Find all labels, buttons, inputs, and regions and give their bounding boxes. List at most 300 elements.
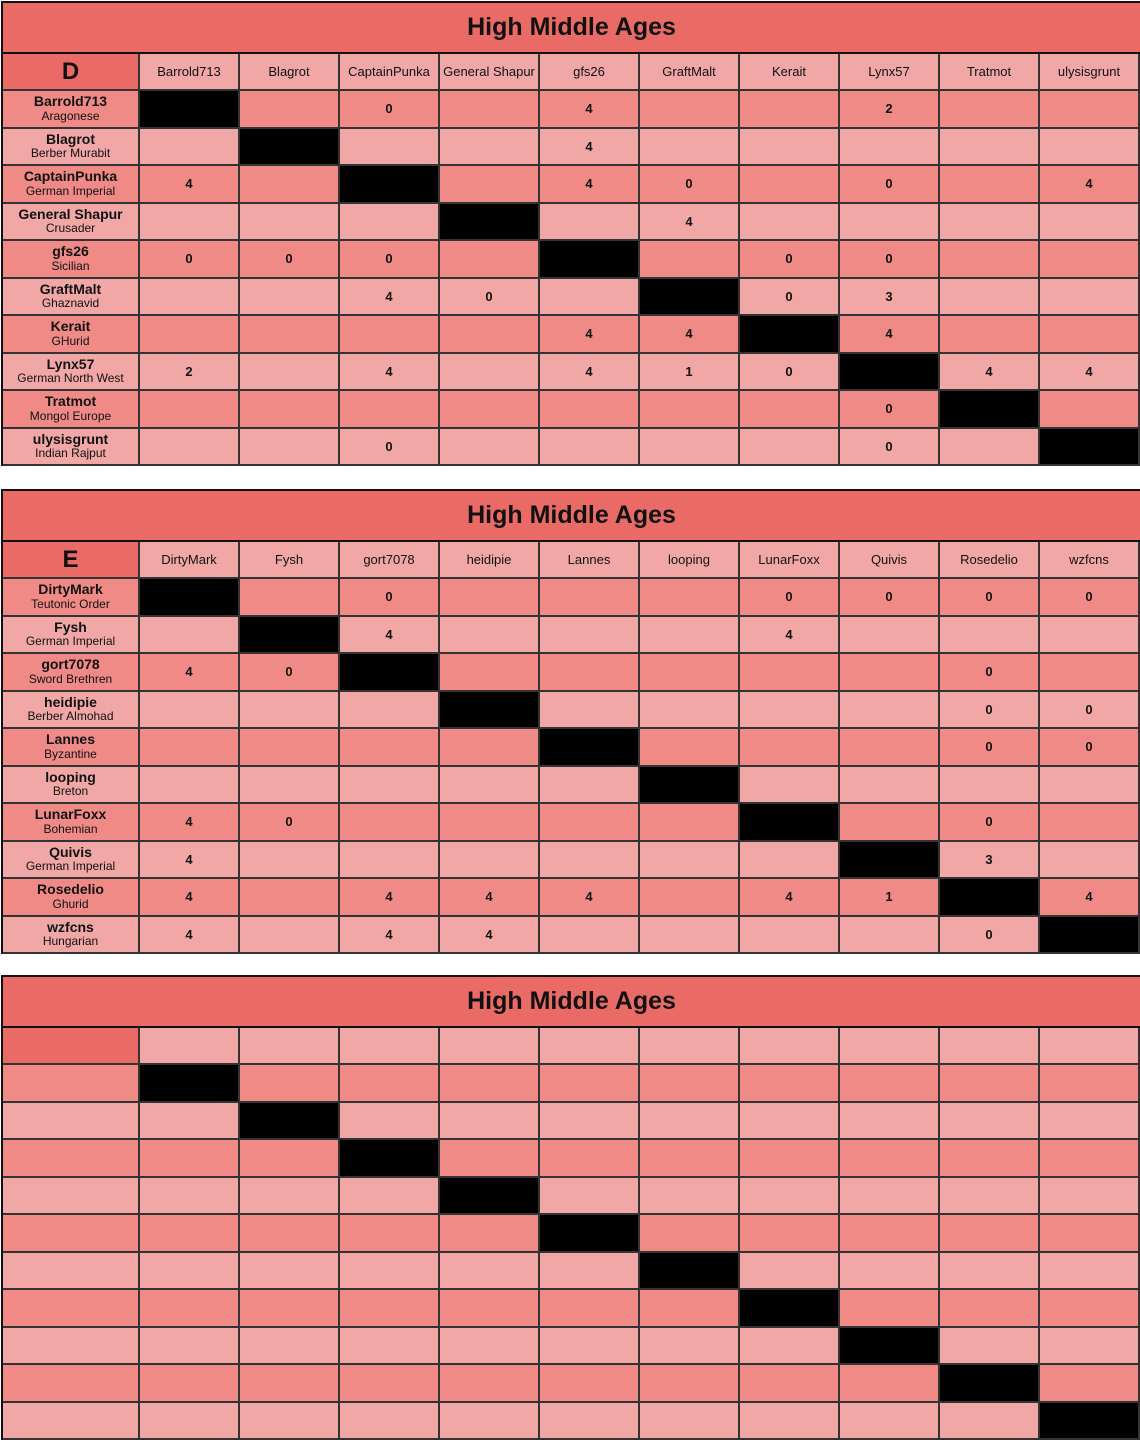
score-cell (440, 1328, 540, 1366)
score-cell (740, 1178, 840, 1216)
self-match-cell (440, 1178, 540, 1216)
score-cell (140, 1328, 240, 1366)
score-cell: 3 (940, 842, 1040, 880)
score-cell (1040, 1140, 1140, 1178)
self-match-cell (240, 129, 340, 167)
score-cell (340, 842, 440, 880)
score-cell: 4 (540, 316, 640, 354)
player-name: heidipie (44, 695, 97, 710)
score-cell (640, 917, 740, 955)
score-cell: 4 (540, 166, 640, 204)
player-name: wzfcns (47, 920, 94, 935)
player-name: DirtyMark (38, 582, 103, 597)
score-cell (540, 429, 640, 467)
score-cell (740, 1403, 840, 1440)
score-cell (140, 692, 240, 730)
score-cell (940, 617, 1040, 655)
score-cell (340, 692, 440, 730)
score-cell (740, 729, 840, 767)
score-cell (140, 391, 240, 429)
self-match-cell (240, 617, 340, 655)
group-label: E (3, 542, 140, 579)
column-header: Lannes (540, 542, 640, 579)
self-match-cell (440, 692, 540, 730)
score-cell: 0 (240, 804, 340, 842)
score-cell: 4 (540, 129, 640, 167)
player-civ: Mongol Europe (30, 410, 111, 423)
score-cell (740, 391, 840, 429)
row-header (3, 767, 140, 805)
score-cell (840, 1065, 940, 1103)
score-cell: 0 (940, 917, 1040, 955)
row-header (3, 1178, 140, 1216)
score-cell (140, 429, 240, 467)
score-cell (1040, 1215, 1140, 1253)
player-name: Lannes (46, 732, 95, 747)
score-cell (540, 804, 640, 842)
score-cell: 0 (740, 579, 840, 617)
score-cell (140, 1140, 240, 1178)
row-header (3, 617, 140, 655)
panel-title: High Middle Ages (1, 975, 1140, 1028)
self-match-cell (840, 354, 940, 392)
score-cell (840, 767, 940, 805)
score-cell (540, 842, 640, 880)
score-cell (440, 579, 540, 617)
column-header: Quivis (840, 542, 940, 579)
score-cell (240, 1365, 340, 1403)
score-cell (740, 129, 840, 167)
score-cell (140, 1215, 240, 1253)
score-cell: 4 (340, 279, 440, 317)
score-cell (940, 1328, 1040, 1366)
score-cell (440, 1215, 540, 1253)
score-cell (440, 391, 540, 429)
column-header (840, 1028, 940, 1065)
score-cell (1040, 91, 1140, 129)
score-cell (440, 1103, 540, 1141)
score-cell (640, 617, 740, 655)
score-cell (540, 204, 640, 242)
score-cell (1040, 241, 1140, 279)
score-cell: 4 (640, 316, 740, 354)
score-cell (940, 204, 1040, 242)
row-header (3, 879, 140, 917)
player-name: LunarFoxx (35, 807, 107, 822)
row-header (3, 1328, 140, 1366)
player-civ: Indian Rajput (35, 447, 106, 460)
player-civ: German North West (17, 372, 123, 385)
score-cell (640, 1215, 740, 1253)
score-cell (840, 1403, 940, 1440)
score-cell (240, 879, 340, 917)
row-header (3, 391, 140, 429)
score-cell: 0 (840, 166, 940, 204)
score-cell (640, 91, 740, 129)
score-cell (440, 767, 540, 805)
score-cell: 1 (640, 354, 740, 392)
self-match-cell (540, 729, 640, 767)
score-cell (1040, 204, 1140, 242)
score-cell (740, 1103, 840, 1141)
score-cell: 4 (140, 654, 240, 692)
score-cell (140, 617, 240, 655)
column-header: ulysisgrunt (1040, 54, 1140, 91)
score-cell (140, 1103, 240, 1141)
row-header (3, 654, 140, 692)
score-cell (440, 129, 540, 167)
score-cell (240, 1140, 340, 1178)
row-header (3, 1403, 140, 1440)
score-cell (740, 91, 840, 129)
score-cell: 4 (340, 879, 440, 917)
score-cell (640, 1290, 740, 1328)
score-cell (440, 1140, 540, 1178)
score-cell (540, 1178, 640, 1216)
self-match-cell (640, 1253, 740, 1291)
score-cell (240, 729, 340, 767)
score-cell (840, 1215, 940, 1253)
score-cell (840, 692, 940, 730)
score-cell: 0 (940, 804, 1040, 842)
score-cell (240, 1065, 340, 1103)
score-cell (240, 429, 340, 467)
column-header (1040, 1028, 1140, 1065)
score-cell (240, 767, 340, 805)
score-cell (1040, 129, 1140, 167)
score-cell: 0 (740, 354, 840, 392)
score-cell (640, 129, 740, 167)
player-name: General Shapur (18, 207, 122, 222)
score-cell (1040, 279, 1140, 317)
score-cell (540, 1290, 640, 1328)
score-cell: 0 (840, 391, 940, 429)
player-civ: German Imperial (26, 185, 115, 198)
score-cell (840, 804, 940, 842)
score-cell (840, 1178, 940, 1216)
player-civ: GHurid (51, 335, 89, 348)
score-cell (1040, 1065, 1140, 1103)
score-cell: 4 (440, 917, 540, 955)
player-civ: Crusader (46, 222, 95, 235)
score-cell: 4 (640, 204, 740, 242)
score-cell (640, 1065, 740, 1103)
self-match-cell (740, 316, 840, 354)
score-cell (640, 879, 740, 917)
score-cell: 2 (140, 354, 240, 392)
player-civ: Breton (53, 785, 88, 798)
score-cell (840, 1365, 940, 1403)
score-cell (140, 129, 240, 167)
score-cell: 4 (440, 879, 540, 917)
score-cell (240, 1290, 340, 1328)
score-cell (740, 767, 840, 805)
player-civ: Ghaznavid (42, 297, 99, 310)
score-cell: 0 (1040, 579, 1140, 617)
score-cell (440, 91, 540, 129)
row-header (3, 1290, 140, 1328)
score-cell (640, 391, 740, 429)
self-match-cell (540, 1215, 640, 1253)
score-cell (240, 1253, 340, 1291)
score-cell (940, 429, 1040, 467)
self-match-cell (340, 166, 440, 204)
score-cell: 0 (840, 241, 940, 279)
score-cell (740, 654, 840, 692)
score-cell (940, 767, 1040, 805)
score-cell: 2 (840, 91, 940, 129)
score-cell (740, 1140, 840, 1178)
score-cell (340, 1365, 440, 1403)
score-cell (540, 654, 640, 692)
score-cell (940, 166, 1040, 204)
score-cell (940, 1253, 1040, 1291)
score-cell (340, 1290, 440, 1328)
score-cell (740, 842, 840, 880)
score-cell (240, 692, 340, 730)
score-cell: 3 (840, 279, 940, 317)
score-cell: 0 (240, 241, 340, 279)
column-header: Kerait (740, 54, 840, 91)
score-cell (840, 917, 940, 955)
score-cell: 0 (840, 429, 940, 467)
score-cell (940, 1215, 1040, 1253)
score-cell (1040, 1103, 1140, 1141)
score-cell: 4 (540, 879, 640, 917)
score-cell (640, 241, 740, 279)
score-cell (1040, 391, 1140, 429)
score-cell (1040, 1290, 1140, 1328)
score-cell (1040, 842, 1140, 880)
score-cell: 4 (140, 879, 240, 917)
self-match-cell (140, 91, 240, 129)
score-cell (340, 316, 440, 354)
column-header (740, 1028, 840, 1065)
score-cell (340, 204, 440, 242)
row-header (3, 917, 140, 955)
score-cell (840, 1253, 940, 1291)
score-cell (240, 1403, 340, 1440)
score-cell (440, 842, 540, 880)
score-cell (1040, 617, 1140, 655)
column-header: looping (640, 542, 740, 579)
player-name: Barrold713 (34, 94, 107, 109)
score-cell (340, 1178, 440, 1216)
score-cell: 0 (740, 241, 840, 279)
player-civ: Sword Brethren (29, 673, 112, 686)
row-header (3, 842, 140, 880)
group-label: D (3, 54, 140, 91)
score-cell (1040, 654, 1140, 692)
score-cell (340, 729, 440, 767)
row-header (3, 354, 140, 392)
column-header: General Shapur (440, 54, 540, 91)
score-cell (640, 1178, 740, 1216)
score-cell (340, 129, 440, 167)
score-cell (740, 1328, 840, 1366)
self-match-cell (1040, 917, 1140, 955)
score-cell (640, 804, 740, 842)
score-cell (340, 1103, 440, 1141)
column-header (440, 1028, 540, 1065)
score-cell (440, 1365, 540, 1403)
score-cell (140, 729, 240, 767)
score-cell (740, 1065, 840, 1103)
self-match-cell (740, 804, 840, 842)
self-match-cell (440, 204, 540, 242)
score-cell (440, 429, 540, 467)
player-name: ulysisgrunt (33, 432, 108, 447)
score-cell (1040, 767, 1140, 805)
score-cell (840, 617, 940, 655)
score-cell (240, 354, 340, 392)
row-header (3, 429, 140, 467)
score-cell: 0 (940, 654, 1040, 692)
score-cell (540, 917, 640, 955)
player-name: CaptainPunka (24, 169, 117, 184)
score-cell (640, 1103, 740, 1141)
score-cell: 0 (340, 579, 440, 617)
score-cell (440, 654, 540, 692)
self-match-cell (140, 579, 240, 617)
results-grid (1, 540, 1140, 954)
score-cell (740, 204, 840, 242)
score-cell (540, 1403, 640, 1440)
score-cell (740, 429, 840, 467)
score-cell (440, 617, 540, 655)
self-match-cell (840, 842, 940, 880)
score-cell: 0 (940, 729, 1040, 767)
score-cell (340, 391, 440, 429)
score-cell: 0 (1040, 692, 1140, 730)
score-cell (440, 354, 540, 392)
score-cell (540, 279, 640, 317)
score-cell (1040, 804, 1140, 842)
score-cell (840, 1290, 940, 1328)
score-cell (740, 1253, 840, 1291)
player-civ: Sicilian (51, 260, 89, 273)
row-header (3, 579, 140, 617)
score-cell: 0 (140, 241, 240, 279)
score-cell (240, 166, 340, 204)
column-header: Tratmot (940, 54, 1040, 91)
score-cell: 4 (740, 879, 840, 917)
score-cell (940, 129, 1040, 167)
score-cell (240, 917, 340, 955)
column-header: Lynx57 (840, 54, 940, 91)
column-header: GraftMalt (640, 54, 740, 91)
score-cell (340, 1403, 440, 1440)
player-name: Tratmot (45, 394, 96, 409)
score-cell (540, 692, 640, 730)
player-name: Blagrot (46, 132, 95, 147)
score-cell (940, 1290, 1040, 1328)
self-match-cell (140, 1065, 240, 1103)
score-cell (940, 316, 1040, 354)
score-cell (540, 1328, 640, 1366)
panel-title: High Middle Ages (1, 489, 1140, 542)
score-cell (440, 1403, 540, 1440)
score-cell (140, 204, 240, 242)
column-header: gfs26 (540, 54, 640, 91)
score-cell (140, 316, 240, 354)
score-cell (640, 1140, 740, 1178)
score-cell: 0 (240, 654, 340, 692)
results-grid (1, 1026, 1140, 1440)
score-cell (940, 1140, 1040, 1178)
column-header: DirtyMark (140, 542, 240, 579)
score-cell: 4 (140, 166, 240, 204)
score-cell (840, 129, 940, 167)
score-cell (840, 204, 940, 242)
player-civ: Ghurid (52, 898, 88, 911)
column-header (340, 1028, 440, 1065)
self-match-cell (1040, 1403, 1140, 1440)
row-header (3, 91, 140, 129)
player-name: GraftMalt (40, 282, 101, 297)
player-name: Lynx57 (47, 357, 95, 372)
score-cell (340, 1215, 440, 1253)
self-match-cell (940, 391, 1040, 429)
score-cell: 0 (940, 692, 1040, 730)
score-cell (940, 1403, 1040, 1440)
row-header (3, 804, 140, 842)
score-cell: 4 (340, 617, 440, 655)
row-header (3, 729, 140, 767)
row-header (3, 692, 140, 730)
score-cell: 0 (340, 241, 440, 279)
score-cell (640, 429, 740, 467)
score-cell (540, 617, 640, 655)
score-cell (240, 842, 340, 880)
player-name: Kerait (51, 319, 91, 334)
score-cell (1040, 316, 1140, 354)
player-civ: German Imperial (26, 860, 115, 873)
row-header (3, 1253, 140, 1291)
score-cell (240, 316, 340, 354)
self-match-cell (1040, 429, 1140, 467)
column-header: Barrold713 (140, 54, 240, 91)
score-cell (340, 767, 440, 805)
score-cell: 4 (140, 804, 240, 842)
score-cell (640, 692, 740, 730)
score-cell (440, 166, 540, 204)
row-header (3, 1065, 140, 1103)
player-civ: Byzantine (44, 748, 97, 761)
self-match-cell (940, 1365, 1040, 1403)
score-cell (940, 91, 1040, 129)
self-match-cell (340, 1140, 440, 1178)
player-civ: German Imperial (26, 635, 115, 648)
self-match-cell (940, 879, 1040, 917)
self-match-cell (740, 1290, 840, 1328)
score-cell (940, 241, 1040, 279)
score-cell: 0 (340, 429, 440, 467)
score-cell (740, 692, 840, 730)
score-cell (940, 1065, 1040, 1103)
score-cell (140, 1365, 240, 1403)
self-match-cell (240, 1103, 340, 1141)
self-match-cell (840, 1328, 940, 1366)
score-cell (940, 1103, 1040, 1141)
score-cell: 4 (1040, 354, 1140, 392)
score-cell (240, 91, 340, 129)
player-name: Quivis (49, 845, 92, 860)
row-header (3, 1103, 140, 1141)
score-cell (540, 1365, 640, 1403)
column-header: CaptainPunka (340, 54, 440, 91)
score-cell (640, 1328, 740, 1366)
